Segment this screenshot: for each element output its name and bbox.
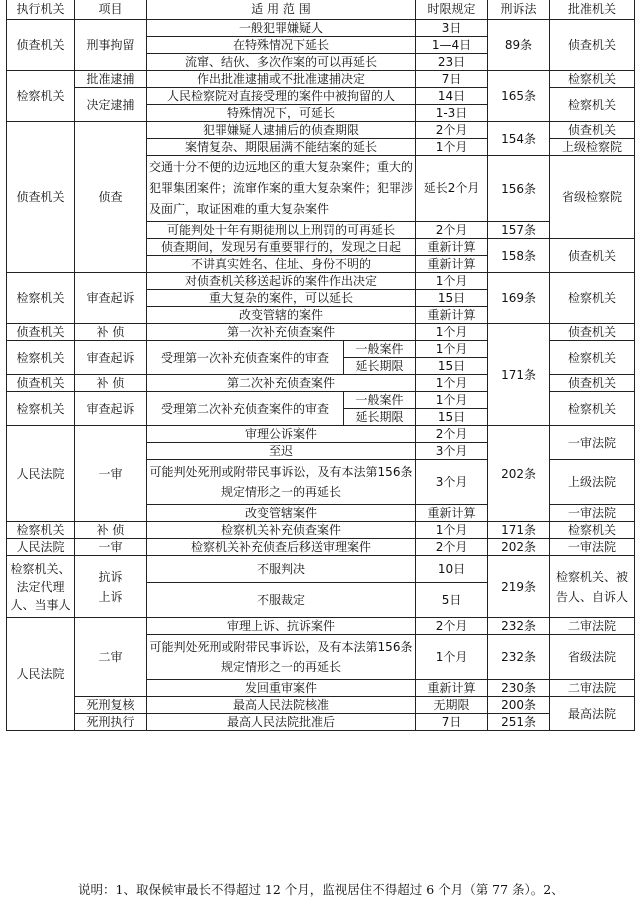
table-cell: 3个月 (416, 460, 488, 505)
table-cell: 1个月 (416, 273, 488, 290)
table-cell: 219条 (488, 556, 550, 618)
table-cell: 第二次补充侦查案件 (147, 375, 416, 392)
header-cell: 时限规定 (416, 0, 488, 20)
table-cell: 232条 (488, 635, 550, 680)
table-row (7, 273, 635, 290)
table-cell: 3日 (416, 20, 488, 37)
table-cell: 10日 (416, 556, 488, 583)
table-cell: 检察机关 (550, 392, 635, 426)
header-cell: 适 用 范 围 (147, 0, 416, 20)
table-cell: 3个月 (416, 443, 488, 460)
table-cell: 1个月 (416, 139, 488, 156)
table-cell: 154条 (488, 122, 550, 156)
table-cell: 犯罪嫌疑人逮捕后的侦查期限 (147, 122, 416, 139)
table-cell: 侦查机关 (7, 122, 75, 273)
table-cell: 侦查机关 (550, 122, 635, 139)
table-cell: 一审法院 (550, 426, 635, 460)
table-cell: 23日 (416, 54, 488, 71)
table-cell: 检察机关 (550, 273, 635, 324)
table-cell: 重大复杂的案件，可以延长 (147, 290, 416, 307)
table-cell: 补 侦 (75, 375, 147, 392)
table-cell: 死刑执行 (75, 714, 147, 731)
table-cell: 一审 (75, 539, 147, 556)
table-cell: 一审法院 (550, 539, 635, 556)
table-cell: 改变管辖的案件 (147, 307, 416, 324)
table-cell: 1—4日 (416, 37, 488, 54)
table-cell: 一般犯罪嫌疑人 (147, 20, 416, 37)
table-cell: 1个月 (416, 522, 488, 539)
table-cell: 在特殊情况下延长 (147, 37, 416, 54)
table-cell: 侦查机关 (7, 375, 75, 392)
table-cell: 15日 (416, 409, 488, 426)
table-cell: 侦查期间，发现另有重要罪行的，发现之日起 (147, 239, 416, 256)
table-cell: 202条 (488, 539, 550, 556)
table-cell: 对侦查机关移送起诉的案件作出决定 (147, 273, 416, 290)
table-cell: 169条 (488, 273, 550, 324)
table-cell: 案情复杂、期限届满不能结案的延长 (147, 139, 416, 156)
table-cell: 第一次补充侦查案件 (147, 324, 416, 341)
table-cell: 检察机关 (7, 341, 75, 375)
table-row (7, 618, 635, 635)
table-cell: 侦查机关 (7, 324, 75, 341)
table-cell: 发回重审案件 (147, 680, 416, 697)
table-cell: 可能判处十年有期徒刑以上刑罚的可再延长 (147, 222, 416, 239)
table-cell: 1个月 (416, 392, 488, 409)
table-cell: 审查起诉 (75, 392, 147, 426)
table-cell: 156条 (488, 156, 550, 222)
table-cell: 检察机关 (550, 88, 635, 122)
table-row (7, 539, 635, 556)
table-cell: 1-3日 (416, 105, 488, 122)
table-cell: 批准逮捕 (75, 71, 147, 88)
table-cell: 1个月 (416, 635, 488, 680)
table-row (7, 714, 635, 731)
table-cell: 15日 (416, 290, 488, 307)
table-row (7, 324, 635, 341)
table-cell: 重新计算 (416, 680, 488, 697)
table-cell: 2个月 (416, 222, 488, 239)
table-cell: 补 侦 (75, 522, 147, 539)
table-cell: 侦查机关 (550, 20, 635, 71)
table-row (7, 71, 635, 88)
table-cell: 171条 (488, 324, 550, 426)
table-cell: 省级法院 (550, 635, 635, 680)
table-cell: 2个月 (416, 122, 488, 139)
header-cell: 项目 (75, 0, 147, 20)
table-cell: 侦查机关 (7, 20, 75, 71)
table-cell: 最高人民法院核准 (147, 697, 416, 714)
table-cell: 一般案件 (344, 341, 416, 358)
table-cell: 流窜、结伙、多次作案的可以再延长 (147, 54, 416, 71)
table-cell: 检察机关、法定代理人、当事人 (7, 556, 75, 618)
table-cell: 2个月 (416, 618, 488, 635)
table-cell: 2个月 (416, 539, 488, 556)
table-cell: 侦查机关 (550, 375, 635, 392)
table-cell: 重新计算 (416, 239, 488, 256)
table-cell: 无期限 (416, 697, 488, 714)
table-cell: 补 侦 (75, 324, 147, 341)
table-cell: 不服判决 (147, 556, 416, 583)
table-cell: 230条 (488, 680, 550, 697)
table-row (7, 556, 635, 583)
table-cell: 157条 (488, 222, 550, 239)
table-cell: 至迟 (147, 443, 416, 460)
table-cell: 二审法院 (550, 680, 635, 697)
table-cell: 最高法院 (550, 697, 635, 731)
table-cell: 可能判处死刑或附带民事诉讼，及有本法第156条规定情形之一的再延长 (147, 460, 416, 505)
table-cell: 省级检察院 (550, 156, 635, 239)
table-cell: 上级检察院 (550, 139, 635, 156)
table-cell: 232条 (488, 618, 550, 635)
table-cell: 检察机关 (550, 71, 635, 88)
table-cell: 侦查 (75, 122, 147, 273)
table-cell: 1个月 (416, 324, 488, 341)
header-cell: 执行机关 (7, 0, 75, 20)
table-cell: 89条 (488, 20, 550, 71)
header-cell: 刑诉法 (488, 0, 550, 20)
table-cell: 受理第二次补充侦查案件的审查 (147, 392, 344, 426)
table-cell: 死刑复核 (75, 697, 147, 714)
table-cell: 侦查机关 (550, 324, 635, 341)
table-cell: 延长2个月 (416, 156, 488, 222)
table-cell: 一审法院 (550, 505, 635, 522)
table-cell: 检察机关 (550, 522, 635, 539)
table-cell: 7日 (416, 71, 488, 88)
table-cell: 检察机关、被告人、自诉人 (550, 556, 635, 618)
table-cell: 人民法院 (7, 426, 75, 522)
table-cell: 158条 (488, 239, 550, 273)
table-cell: 可能判处死刑或附带民事诉讼，及有本法第156条规定情形之一的再延长 (147, 635, 416, 680)
table-cell: 人民检察院对直接受理的案件中被拘留的人 (147, 88, 416, 105)
table-cell: 重新计算 (416, 307, 488, 324)
table-cell: 检察机关 (7, 392, 75, 426)
table-cell: 一般案件 (344, 392, 416, 409)
table-cell: 2个月 (416, 426, 488, 443)
table-cell: 200条 (488, 697, 550, 714)
table-cell: 202条 (488, 426, 550, 522)
table-row (7, 20, 635, 37)
table-cell: 5日 (416, 583, 488, 618)
table-cell: 特殊情况下，可延长 (147, 105, 416, 122)
footnote: 说明：1、取保候审最长不得超过 12 个月，监视居住不得超过 6 个月（第 77 条）。2、 (78, 882, 564, 897)
table-cell: 一审 (75, 426, 147, 522)
table-cell: 14日 (416, 88, 488, 105)
table-cell: 审理上诉、抗诉案件 (147, 618, 416, 635)
table-cell: 检察机关 (7, 273, 75, 324)
table-cell: 重新计算 (416, 256, 488, 273)
table-cell: 刑事拘留 (75, 20, 147, 71)
table-cell: 1个月 (416, 341, 488, 358)
table-cell: 延长期限 (344, 358, 416, 375)
table-cell: 交通十分不便的边远地区的重大复杂案件；重大的犯罪集团案件；流窜作案的重大复杂案件；犯罪涉及面广，取证困难的重大复杂案件 (147, 156, 416, 222)
table-cell: 165条 (488, 71, 550, 122)
time-limit-table (6, 0, 635, 731)
table-cell: 二审法院 (550, 618, 635, 635)
table-cell: 人民法院 (7, 618, 75, 731)
table-cell: 251条 (488, 714, 550, 731)
table-row (7, 122, 635, 139)
table-cell: 171条 (488, 522, 550, 539)
table-cell: 受理第一次补充侦查案件的审查 (147, 341, 344, 375)
table-cell: 上级法院 (550, 460, 635, 505)
table-cell: 最高人民法院批准后 (147, 714, 416, 731)
table-cell: 检察机关补充侦查案件 (147, 522, 416, 539)
table-cell: 决定逮捕 (75, 88, 147, 122)
table-header-row (7, 0, 635, 20)
table-cell: 检察机关 (550, 341, 635, 375)
table-cell: 作出批准逮捕或不批准逮捕决定 (147, 71, 416, 88)
table-row (7, 426, 635, 443)
table-cell: 二审 (75, 618, 147, 697)
table-cell: 1个月 (416, 375, 488, 392)
table-cell: 侦查机关 (550, 239, 635, 273)
table-cell: 改变管辖案件 (147, 505, 416, 522)
table-cell: 审理公诉案件 (147, 426, 416, 443)
table-cell: 7日 (416, 714, 488, 731)
table-cell: 延长期限 (344, 409, 416, 426)
table-cell: 审查起诉 (75, 273, 147, 324)
table-cell: 15日 (416, 358, 488, 375)
table-row (7, 522, 635, 539)
table-cell: 审查起诉 (75, 341, 147, 375)
table-cell: 抗诉上诉 (75, 556, 147, 618)
table-cell: 不服裁定 (147, 583, 416, 618)
header-cell: 批准机关 (550, 0, 635, 20)
table-cell: 重新计算 (416, 505, 488, 522)
table-cell: 检察机关补充侦查后移送审理案件 (147, 539, 416, 556)
table-cell: 不讲真实姓名、住址、身份不明的 (147, 256, 416, 273)
table-cell: 检察机关 (7, 522, 75, 539)
table-row (7, 697, 635, 714)
table-cell: 人民法院 (7, 539, 75, 556)
table-cell: 检察机关 (7, 71, 75, 122)
